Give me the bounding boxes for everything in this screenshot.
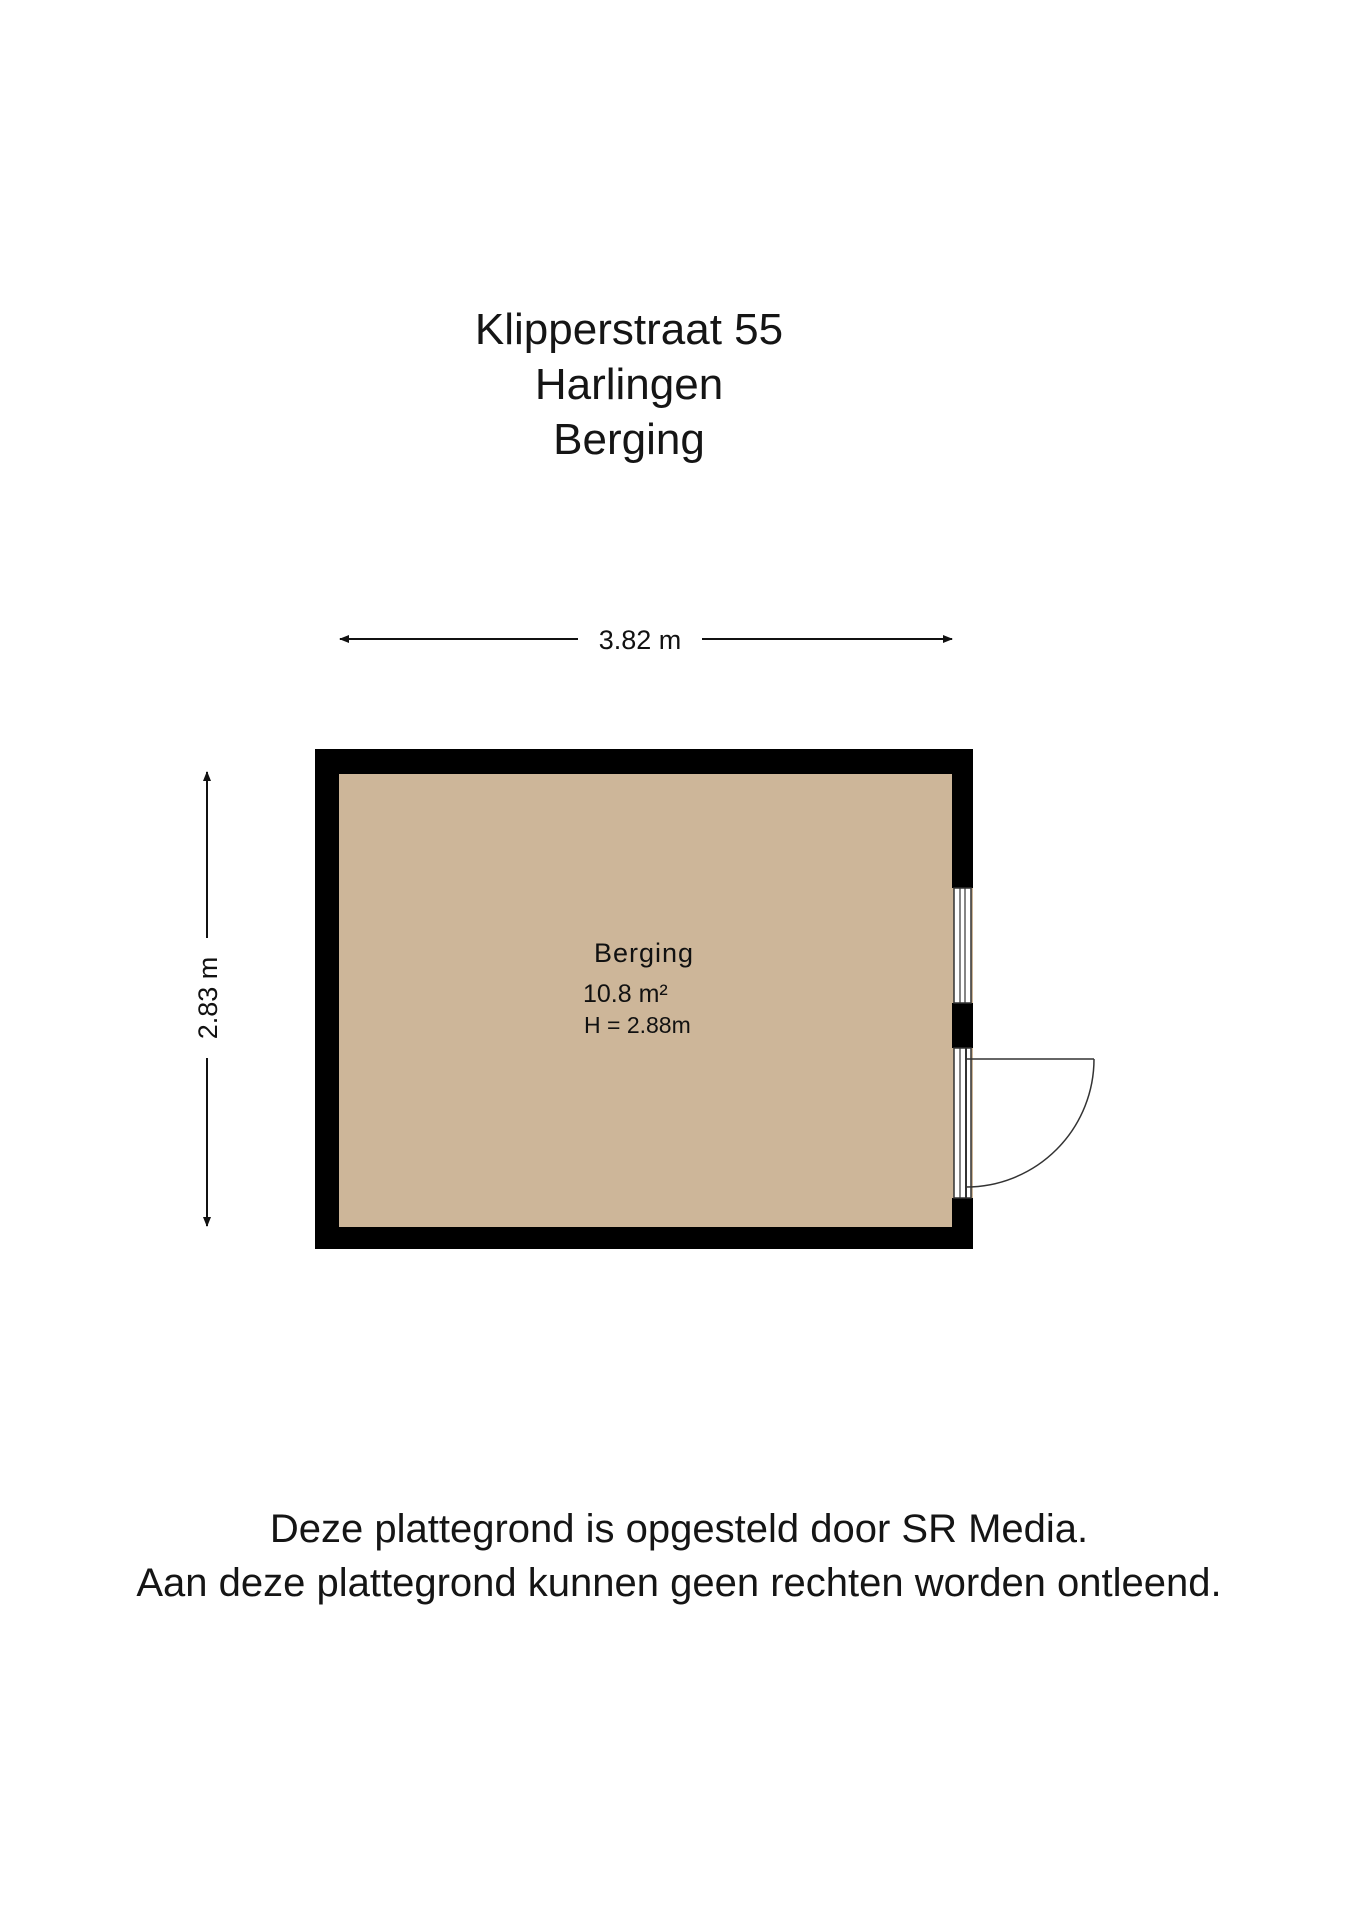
disclaimer-line-2: Aan deze plattegrond kunnen geen rechten worden ontleend. (136, 1561, 1222, 1605)
disclaimer (0, 1502, 1358, 1610)
width-dimension-label: 3.82 m (598, 625, 682, 655)
room-berging (315, 749, 1094, 1249)
room-ceiling-height: H = 2.88m (584, 1012, 691, 1038)
window-frame (954, 888, 971, 1003)
room-area: 10.8 m² (583, 980, 668, 1008)
floor-title: Berging (553, 415, 705, 464)
height-dimension (193, 772, 223, 1226)
wall-right-upper (952, 749, 973, 888)
door (954, 1048, 1094, 1198)
room-name: Berging (593, 938, 695, 968)
wall-right-pillar (952, 1003, 973, 1048)
city-title: Harlingen (534, 360, 724, 409)
door-swing-arc (966, 1059, 1094, 1187)
wall-left (315, 749, 339, 1249)
window (954, 888, 971, 1003)
wall-bottom (315, 1227, 973, 1249)
disclaimer-line-1: Deze plattegrond is opgesteld door SR Media. (269, 1507, 1089, 1551)
address-title: Klipperstraat 55 (474, 305, 784, 354)
height-dimension-label: 2.83 m (193, 956, 223, 1040)
width-dimension (340, 625, 952, 655)
wall-right-lower (952, 1198, 973, 1249)
wall-top (315, 749, 973, 774)
door-opening (954, 1048, 971, 1198)
